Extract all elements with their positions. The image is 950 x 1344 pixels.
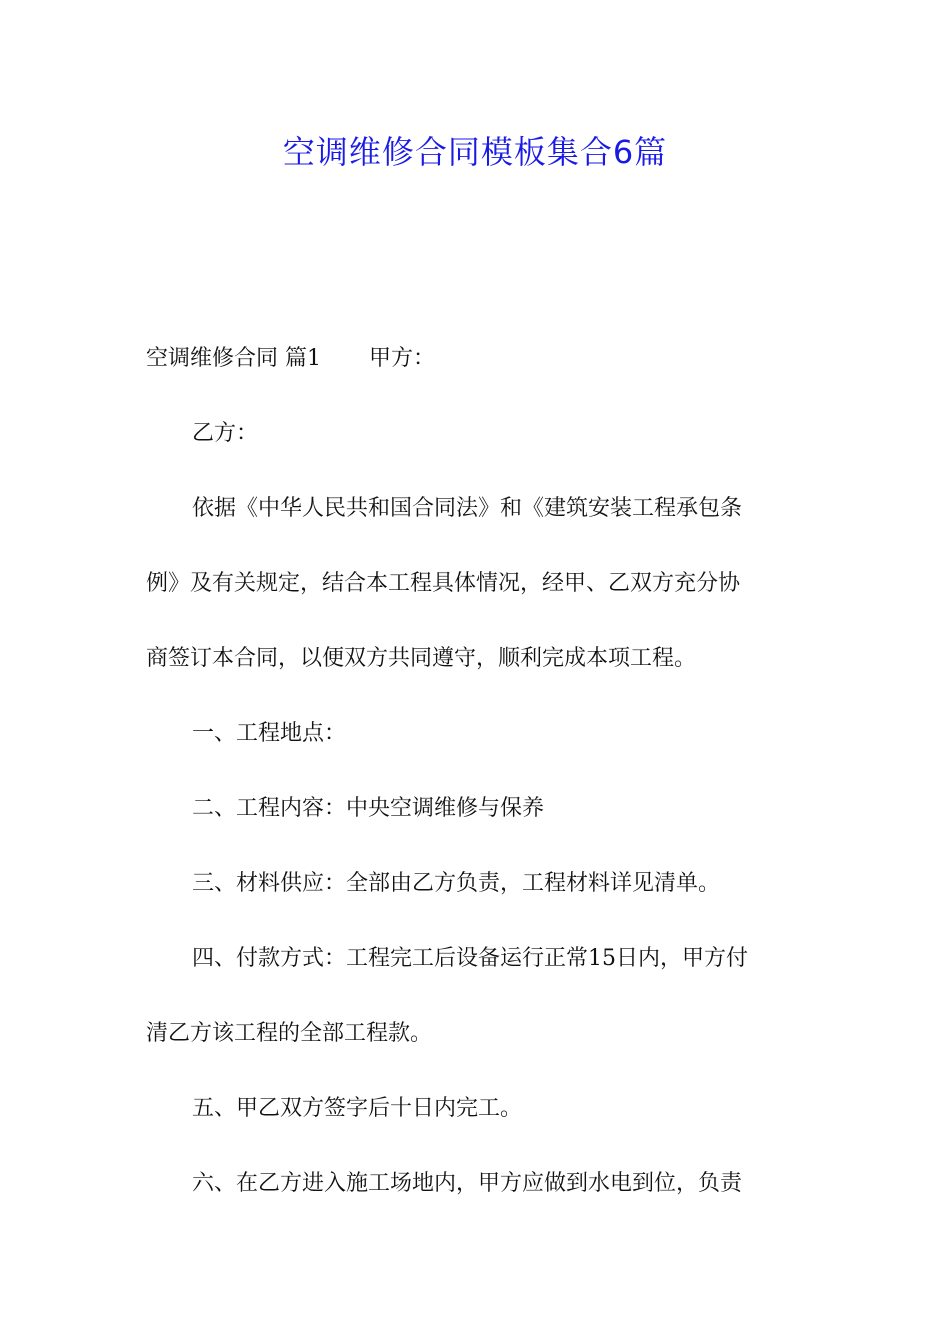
paragraph-line: 商签订本合同，以便双方共同遵守，顺利完成本项工程。 bbox=[146, 646, 697, 671]
party-b-label: 乙方： bbox=[192, 421, 259, 446]
paragraph-heading-line bbox=[146, 334, 806, 384]
clause-5: 五、甲乙双方签字后十日内完工。 bbox=[192, 1096, 523, 1121]
clause-3: 三、材料供应：全部由乙方负责，工程材料详见清单。 bbox=[192, 871, 721, 896]
section-heading: 空调维修合同 篇1 bbox=[146, 346, 321, 371]
paragraph-line: 例》及有关规定，结合本工程具体情况，经甲、乙双方充分协 bbox=[146, 571, 741, 596]
clause-2: 二、工程内容：中央空调维修与保养 bbox=[192, 796, 545, 821]
paragraph-line: 依据《中华人民共和国合同法》和《建筑安装工程承包条 bbox=[192, 496, 743, 521]
clause-4-continued: 清乙方该工程的全部工程款。 bbox=[146, 1021, 433, 1046]
party-a-label: 甲方： bbox=[369, 346, 436, 371]
clause-4: 四、付款方式：工程完工后设备运行正常15日内，甲方付 bbox=[192, 946, 748, 971]
document-body bbox=[146, 334, 806, 1234]
clause-1: 一、工程地点： bbox=[192, 721, 347, 746]
document-title: 空调维修合同模板集合6篇 bbox=[282, 133, 668, 171]
clause-6: 六、在乙方进入施工场地内，甲方应做到水电到位，负责 bbox=[192, 1171, 743, 1196]
